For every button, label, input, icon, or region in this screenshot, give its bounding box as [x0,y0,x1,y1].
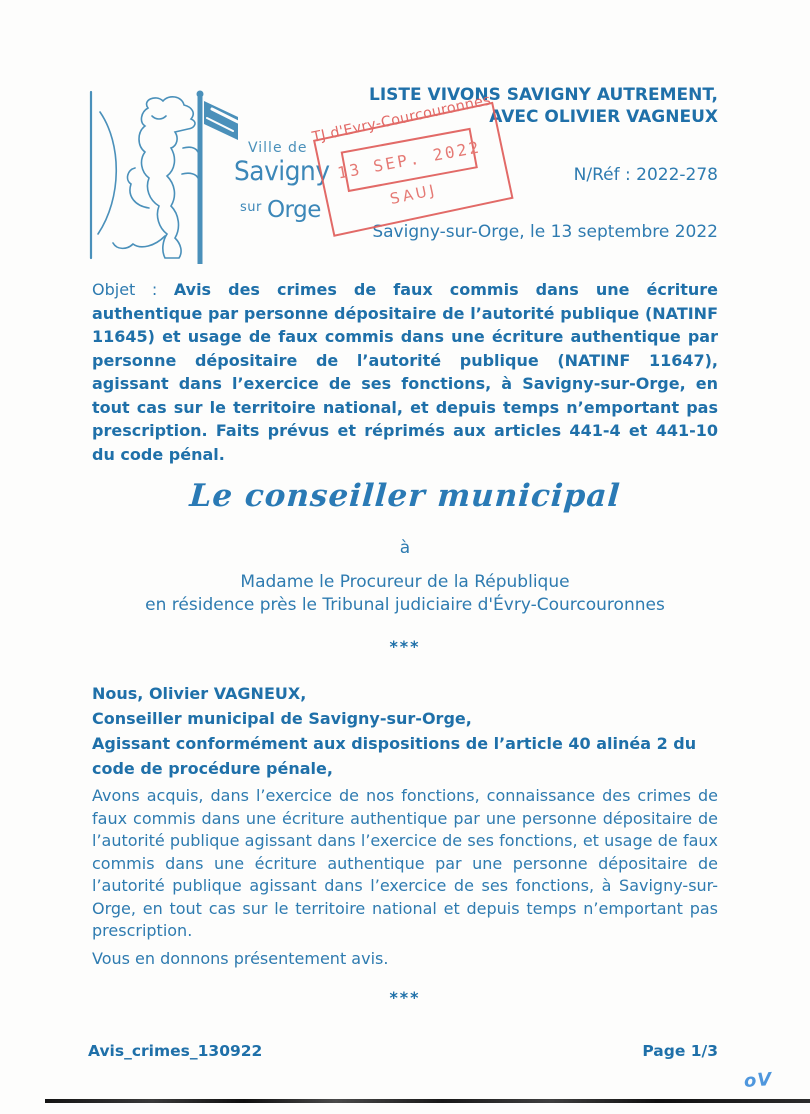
recipient-line2: en résidence près le Tribunal judiciaire d'Évry-Courcouronnes [145,595,665,615]
recipient-line1: Madame le Procureur de la République [240,572,570,592]
letterhead-list-line1: LISTE VIVONS SAVIGNY AUTREMENT, [369,85,718,105]
logo-sur-orge [240,197,321,223]
body-paragraph: Avons acquis, dans l’exercice de nos fonctions, connaissance des crimes de faux commis dans une écriture authentique par une personne dépositaire de l’autorité publique agissant dans l’exercice de ses fonctions, et usage de faux commis dans une écriture authentique par une personne dépositaire de l’autorité publique agissant dans l’exercice de ses fonctions, à Savigny-sur-Orge, en tout cas sur le territoire national et depuis temps n’emportant pas prescription. [92,786,718,940]
scan-edge-artifact [45,1099,810,1103]
court-reception-stamp [310,92,514,237]
logo-orge: Orge [266,197,321,223]
letterhead-list-line2: AVEC OLIVIER VAGNEUX [489,107,718,127]
section-separator-2: *** [389,988,421,1007]
handwritten-initials: oV [743,1069,773,1092]
objet-paragraph [92,278,718,466]
objet-label: Objet : [92,280,158,299]
sender-title-script: Le conseiller municipal [188,478,622,514]
stamp-service-code: SAUJ [388,180,439,209]
intro-line-2: Conseiller municipal de Savigny-sur-Orge, [92,709,472,728]
objet-text: Avis des crimes de faux commis dans une écriture authentique par personne dépositaire de l’autorité publique (NATINF 11645) et usage de faux commis dans une écriture authentique par personne dépositaire de l’autorité publique (NATINF 11647), agissant dans l’exercice de ses fonctions, à Savigny-sur-Orge, en tout cas sur le territoire national, et depuis temps n’emportant pas prescription. Faits prévus et réprimés aux articles 441-4 et 441-10 du code pénal. [92,280,719,464]
stamp-court-name: TJ d'Evry-Courcouronnes [310,92,493,146]
stamp-date: 13 SEP. 2022 [335,137,483,183]
salutation-a: à [399,538,411,558]
logo-sur: sur [240,200,262,215]
savigny-lion-flag-emblem [86,86,246,264]
place-date-line: Savigny-sur-Orge, le 13 septembre 2022 [372,222,718,242]
footer-page-number: Page 1/3 [642,1042,718,1060]
recipient-block [0,571,810,617]
intro-line-1: Nous, Olivier VAGNEUX, [92,684,307,703]
intro-line-3: Agissant conformément aux dispositions de l’article 40 alinéa 2 du code de procédure pénale, [92,734,697,778]
logo-savigny: Savigny [234,156,330,187]
section-separator-1: *** [389,637,421,656]
reference-number: N/Réf : 2022-278 [573,165,718,185]
avis-line: Vous en donnons présentement avis. [92,949,389,968]
footer-document-name: Avis_crimes_130922 [88,1042,263,1060]
logo-ville-de: Ville de [248,140,308,156]
declarant-intro-block [92,681,718,781]
